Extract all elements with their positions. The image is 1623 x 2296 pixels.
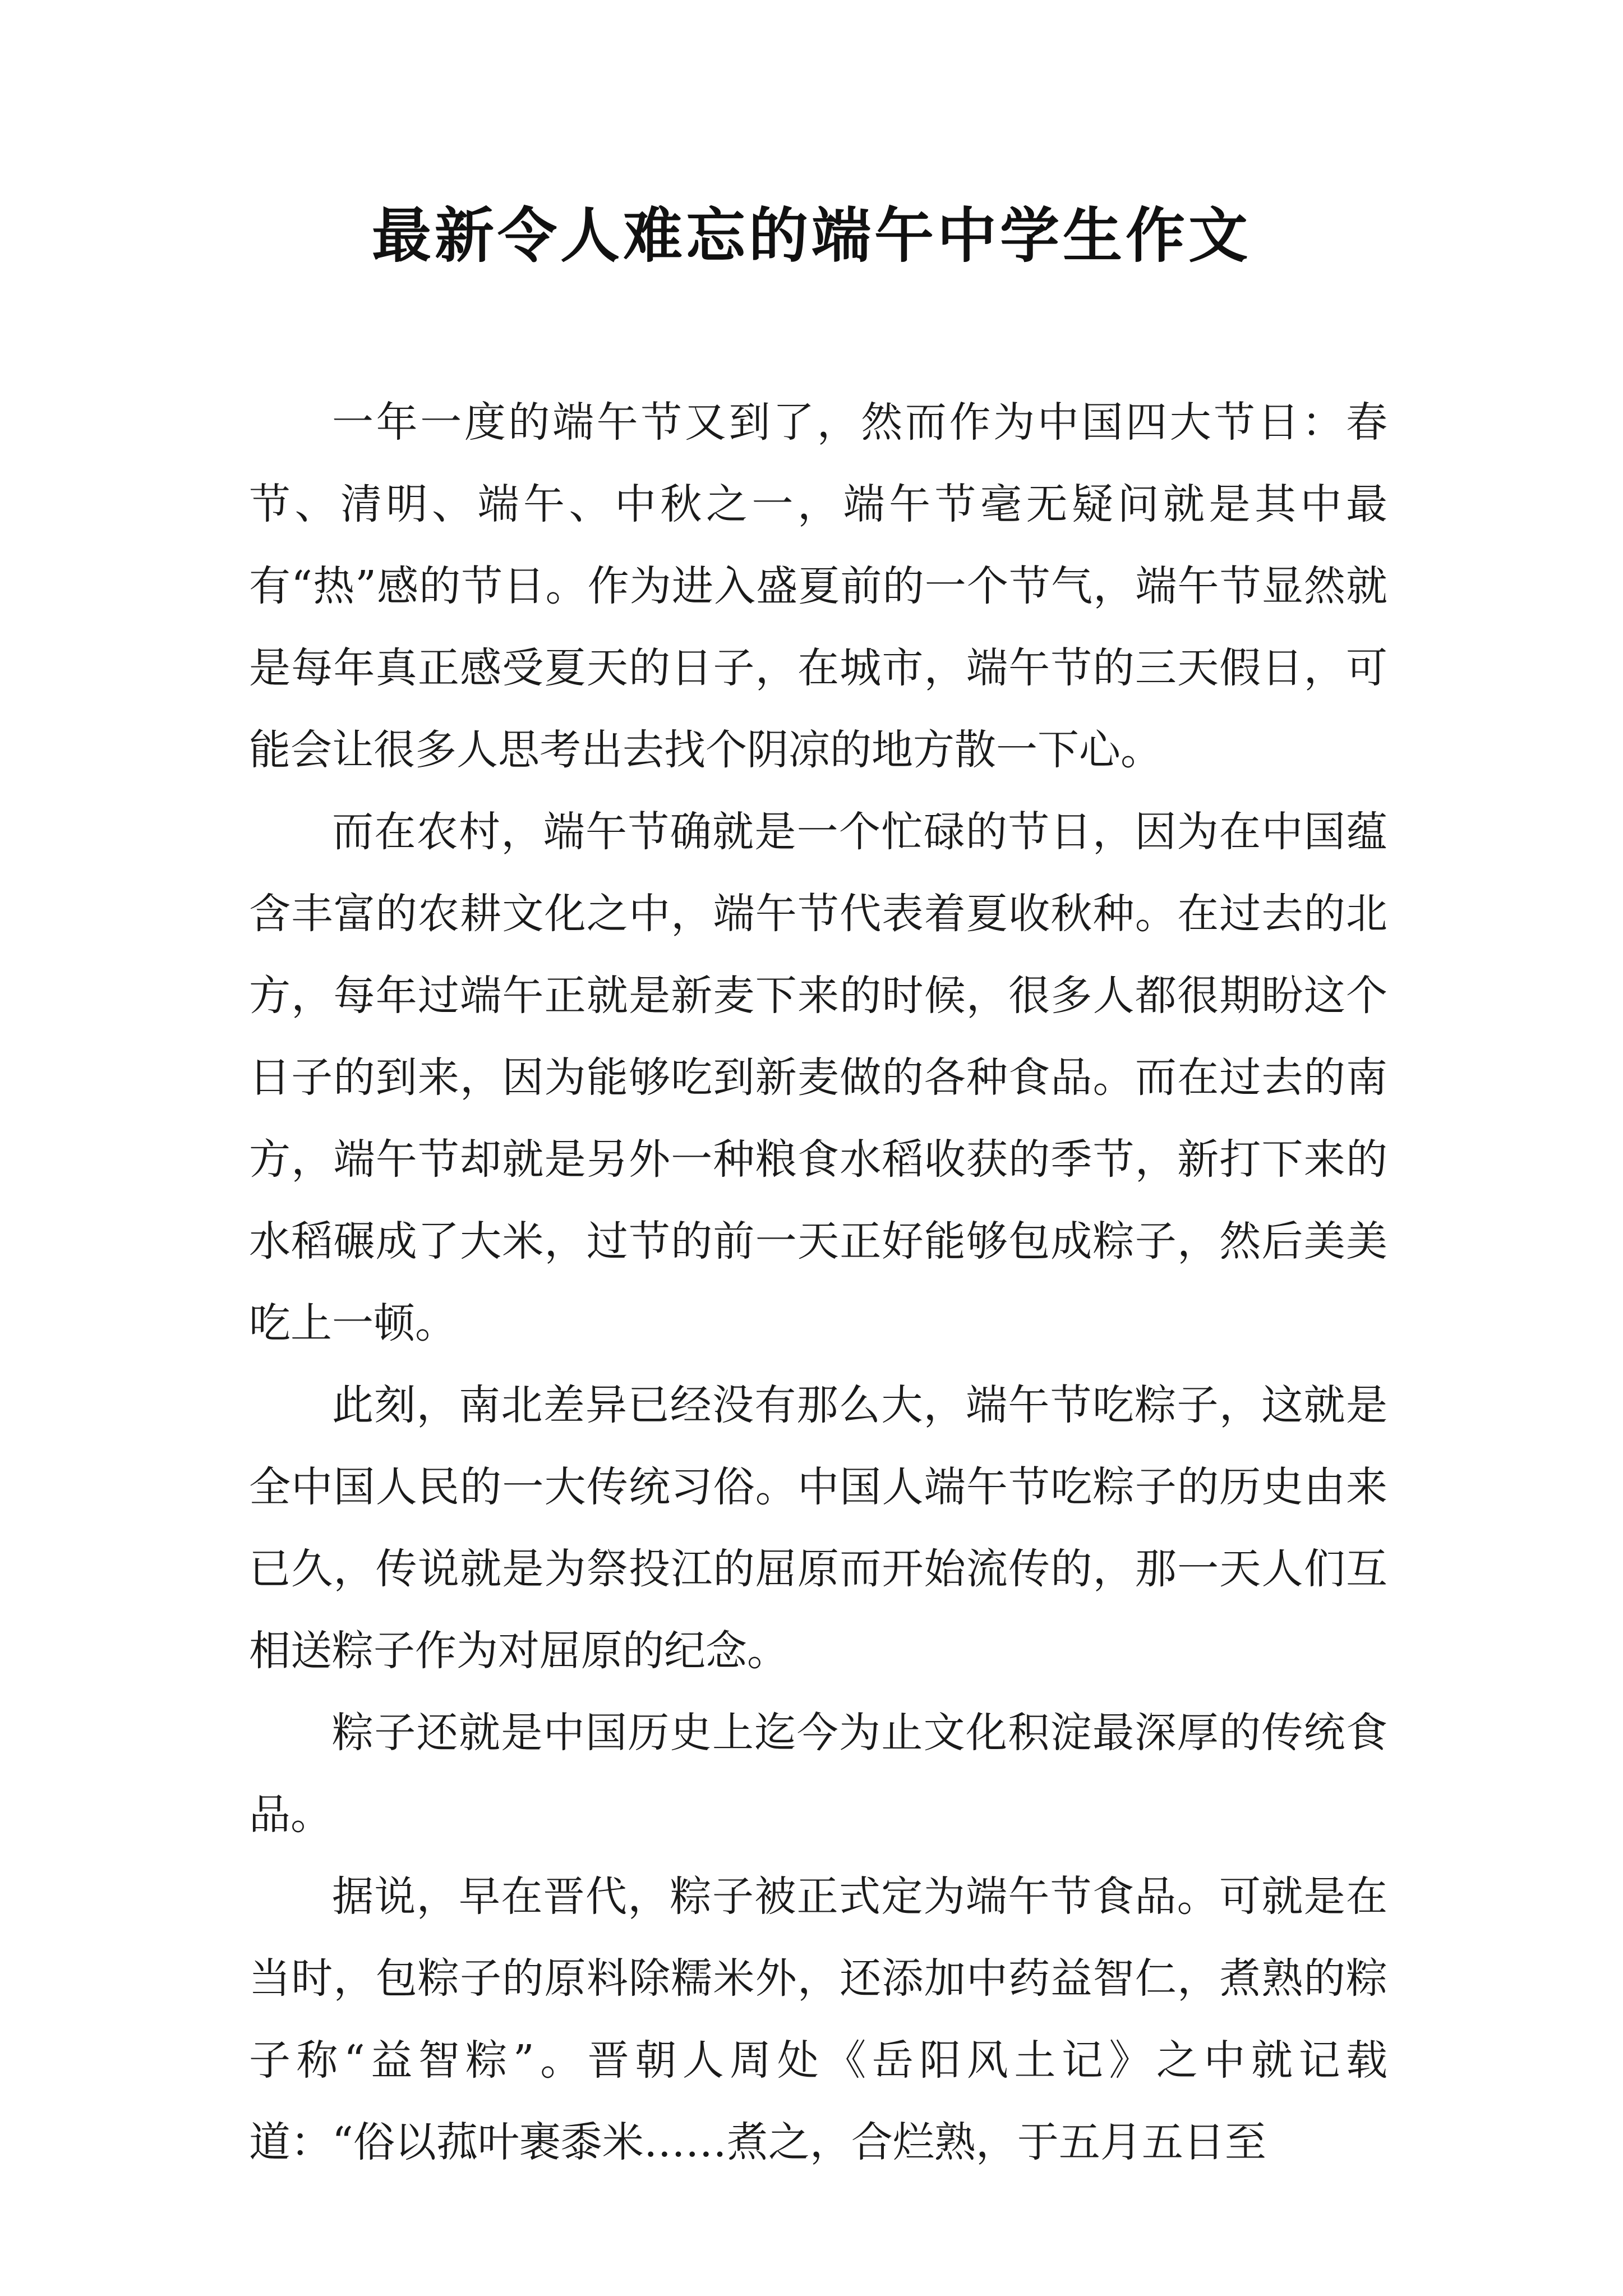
document-title: 最新令人难忘的端午中学生作文 bbox=[372, 200, 1251, 270]
document-body bbox=[249, 381, 1387, 2183]
paragraph-1: 一年一度的端午节又到了，然而作为中国四大节日：春节、清明、端午、中秋之一，端午节毫无疑问就是其中最有“热”感的节日。作为进入盛夏前的一个节气，端午节显然就是每年真正感受夏天的日子，在城市，端午节的三天假日，可能会让很多人思考出去找个阴凉的地方散一下心。 bbox=[249, 398, 1387, 774]
paragraph-4: 粽子还就是中国历史上迄今为止文化积淀最深厚的传统食品。 bbox=[249, 1709, 1387, 1839]
paragraph-5: 据说，早在晋代，粽子被正式定为端午节食品。可就是在当时，包粽子的原料除糯米外，还添加中药益智仁，煮熟的粽子称“益智粽”。晋朝人周处《岳阳风土记》之中就记载道：“俗以菰叶裹黍米……煮之，合烂熟，于五月五日至 bbox=[249, 1872, 1387, 2166]
paragraph-3: 此刻，南北差异已经没有那么大，端午节吃粽子，这就是全中国人民的一大传统习俗。中国人端午节吃粽子的历史由来已久，传说就是为祭投江的屈原而开始流传的，那一天人们互相送粽子作为对屈原的纪念。 bbox=[249, 1381, 1387, 1675]
paragraph-2: 而在农村，端午节确就是一个忙碌的节日，因为在中国蕴含丰富的农耕文化之中，端午节代表着夏收秋种。在过去的北方，每年过端午正就是新麦下来的时候，很多人都很期盼这个日子的到来，因为能够吃到新麦做的各种食品。而在过去的南方，端午节却就是另外一种粮食水稻收获的季节，新打下来的水稻碾成了大米，过节的前一天正好能够包成粽子，然后美美吃上一顿。 bbox=[249, 808, 1387, 1347]
